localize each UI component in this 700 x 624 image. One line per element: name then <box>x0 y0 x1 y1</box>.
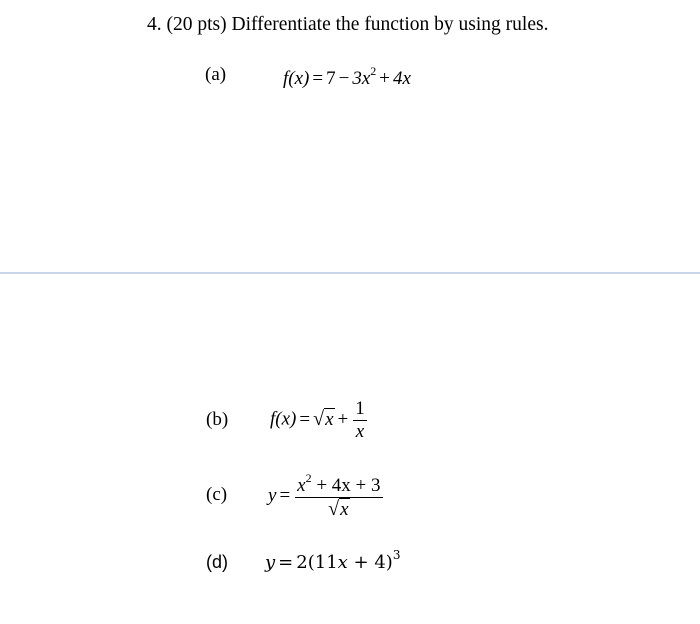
part-d-equation <box>265 548 400 573</box>
part-a-label: (a) <box>205 64 227 85</box>
part-a-term1: 7 <box>326 68 336 89</box>
part-a-equation <box>283 64 411 90</box>
radical-sign: √ <box>328 497 340 520</box>
part-b-equals: = <box>299 408 311 430</box>
part-b-lhs: f(x) <box>270 408 297 430</box>
page-top <box>0 0 700 272</box>
part-a-exponent: 2 <box>370 64 377 78</box>
part-b-radicand: x <box>325 408 334 430</box>
part-c-denominator <box>295 498 382 521</box>
part-d-label: (d) <box>206 552 228 572</box>
part-c-fraction <box>295 472 382 521</box>
part-d-equals: = <box>278 552 294 573</box>
part-d-var: x <box>337 552 348 573</box>
problem-title: 4. (20 pts) Differentiate the function by using rules. <box>147 14 549 35</box>
part-b-denominator: x <box>355 420 365 442</box>
part-c-sqrt <box>328 498 349 521</box>
part-d-lhs: y <box>265 552 276 573</box>
part-c-num-var: x <box>297 475 306 496</box>
part-a-term2: 3x <box>352 68 371 89</box>
part-c-equation <box>268 472 385 521</box>
part-b-numerator: 1 <box>355 398 365 419</box>
part-c-label: (c) <box>206 484 228 505</box>
part-a-term3: 4x <box>392 68 411 89</box>
part-c-lhs: y <box>268 484 277 506</box>
part-b-plus: + <box>337 408 349 430</box>
part-c-numerator <box>295 472 382 498</box>
part-c-radicand: x <box>340 498 349 520</box>
part-a-plus: + <box>379 68 390 89</box>
part-b-label: (b) <box>206 409 229 430</box>
part-c-equals: = <box>279 484 291 506</box>
part-d-coef: 2(11 <box>296 552 338 573</box>
radical-sign: √ <box>313 407 325 430</box>
part-d-rest: + 4) <box>347 552 393 573</box>
part-b-equation <box>270 398 369 443</box>
part-b-fraction <box>353 398 367 443</box>
part-c-num-rest: + 4x + 3 <box>311 475 381 496</box>
part-a-equals: = <box>312 68 324 89</box>
part-b-sqrt <box>313 408 334 431</box>
part-a-lhs: f(x) <box>283 68 310 89</box>
part-d-exponent: 3 <box>392 548 401 562</box>
part-c-exponent: 2 <box>305 471 312 485</box>
part-a-minus: − <box>338 68 350 89</box>
